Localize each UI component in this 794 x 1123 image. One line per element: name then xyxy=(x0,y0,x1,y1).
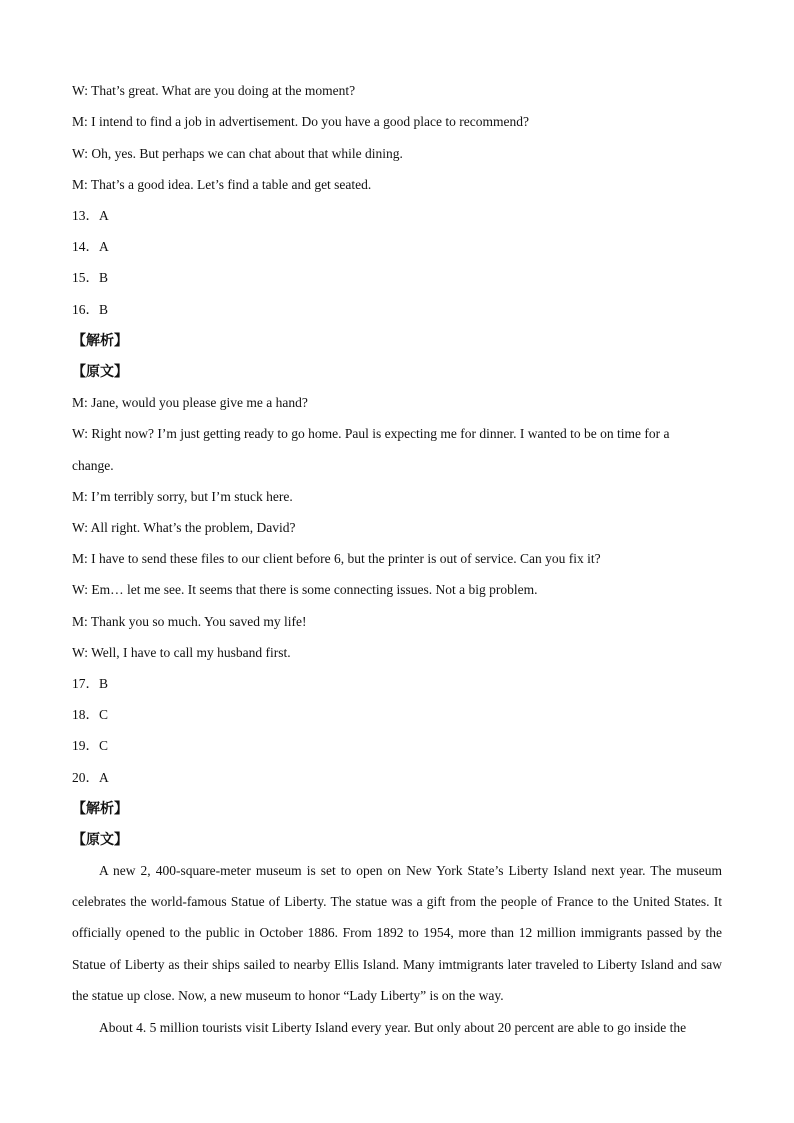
section-label-yuanwen: 【原文】 xyxy=(72,364,128,380)
dialogue-line: W: Right now? I’m just getting ready to go home. Paul is expecting me for dinner. I wanted to be on time for a xyxy=(72,426,670,441)
dialogue-line: M: Jane, would you please give me a hand? xyxy=(72,395,308,410)
passage-paragraph: A new 2, 400-square-meter museum is set to open on New York State’s Liberty Island next year. The museum celebrates the world-famous Statue of Liberty. The statue was a gift from the people of France to the United States. It officially opened to the public in October 1886. From 1892 to 1954, more than 12 million immigrants passed by the Statue of Liberty as their ships sailed to nearby Ellis Island. Many imtmigrants later traveled to Liberty Island and saw the statue up close. Now, a new museum to honor “Lady Liberty” is on the way. xyxy=(72,863,722,1003)
answer-item: 14．A xyxy=(72,239,109,254)
section-label-jiexi: 【解析】 xyxy=(72,801,128,817)
dialogue-line: change. xyxy=(72,458,114,473)
dialogue-line: W: Oh, yes. But perhaps we can chat about that while dining. xyxy=(72,146,403,161)
answer-item: 15．B xyxy=(72,270,109,285)
dialogue-line: M: That’s a good idea. Let’s find a table and get seated. xyxy=(72,177,372,192)
answer-item: 19．C xyxy=(72,738,109,753)
dialogue-line: M: I have to send these files to our client before 6, but the printer is out of service. Can you fix it? xyxy=(72,551,601,566)
section-label-yuanwen: 【原文】 xyxy=(72,832,128,848)
dialogue-line: M: I intend to find a job in advertisement. Do you have a good place to recommend? xyxy=(72,114,529,129)
answer-item: 20．A xyxy=(72,770,109,785)
dialogue-line: W: Well, I have to call my husband first. xyxy=(72,645,291,660)
dialogue-line: W: Em… let me see. It seems that there is some connecting issues. Not a big problem. xyxy=(72,582,538,597)
answer-item: 13．A xyxy=(72,208,109,223)
answer-item: 17．B xyxy=(72,676,109,691)
answer-item: 18．C xyxy=(72,707,109,722)
section-label-jiexi: 【解析】 xyxy=(72,333,128,349)
dialogue-line: M: I’m terribly sorry, but I’m stuck here. xyxy=(72,489,293,504)
dialogue-line: W: All right. What’s the problem, David? xyxy=(72,520,296,535)
dialogue-line: M: Thank you so much. You saved my life! xyxy=(72,614,307,629)
answer-item: 16．B xyxy=(72,302,109,317)
passage-paragraph: About 4. 5 million tourists visit Liberty Island every year. But only about 20 percent are able to go inside the xyxy=(99,1020,687,1035)
dialogue-line: W: That’s great. What are you doing at the moment? xyxy=(72,83,356,98)
